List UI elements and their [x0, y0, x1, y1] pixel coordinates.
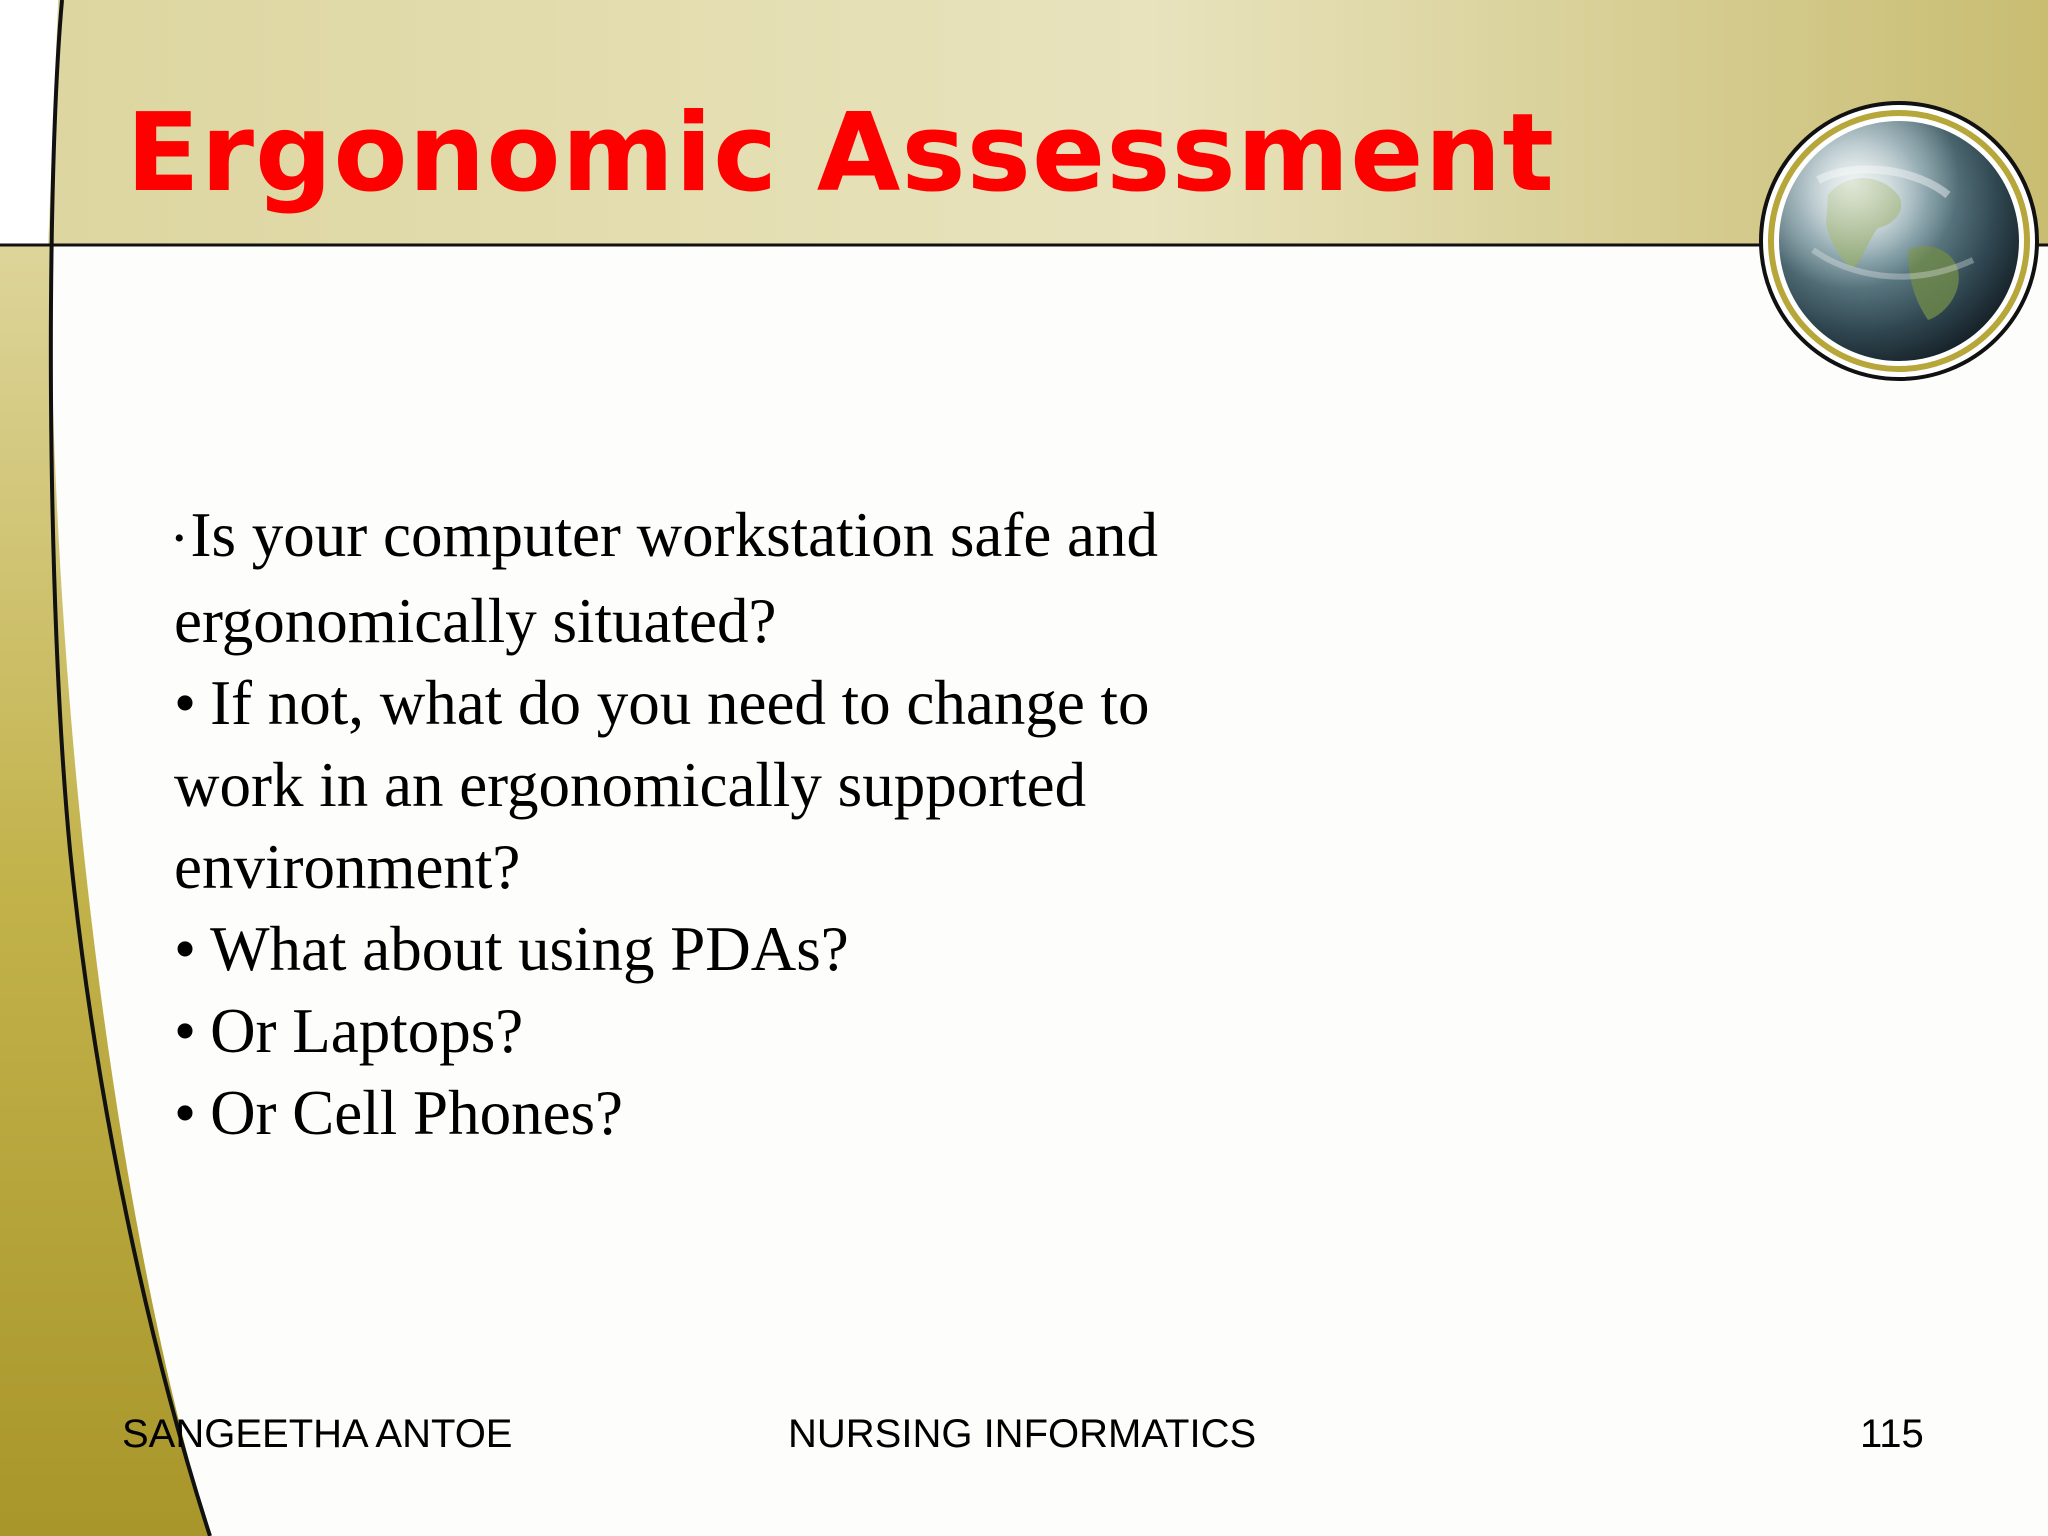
bullet-marker: •: [174, 668, 197, 738]
bullet-marker: •: [174, 522, 185, 555]
bullet-item: [174, 990, 1294, 1072]
bullet-marker: •: [174, 1078, 197, 1148]
bullet-marker: •: [174, 914, 197, 984]
footer-course: NURSING INFORMATICS: [788, 1412, 1257, 1456]
bullet-text: If not, what do you need to change to work in an ergonomically supported environment?: [174, 668, 1150, 902]
globe-icon: [1758, 100, 2040, 382]
bullet-item: [174, 494, 1294, 662]
bullet-item: [174, 662, 1294, 908]
bullet-list: [174, 494, 1294, 1154]
bullet-text: What about using PDAs?: [210, 914, 849, 984]
bullet-text: Is your computer workstation safe and ergonomically situated?: [174, 500, 1159, 656]
bullet-text: Or Laptops?: [210, 996, 524, 1066]
bullet-item: [174, 1072, 1294, 1154]
bullet-item: [174, 908, 1294, 990]
bullet-marker: •: [174, 996, 197, 1066]
footer-author: SANGEETHA ANTOE: [122, 1412, 513, 1456]
bullet-text: Or Cell Phones?: [210, 1078, 624, 1148]
slide-title: Ergonomic Assessment: [126, 91, 1556, 216]
header-left-corner: [0, 0, 58, 246]
footer-page-number: 115: [1860, 1412, 1924, 1456]
